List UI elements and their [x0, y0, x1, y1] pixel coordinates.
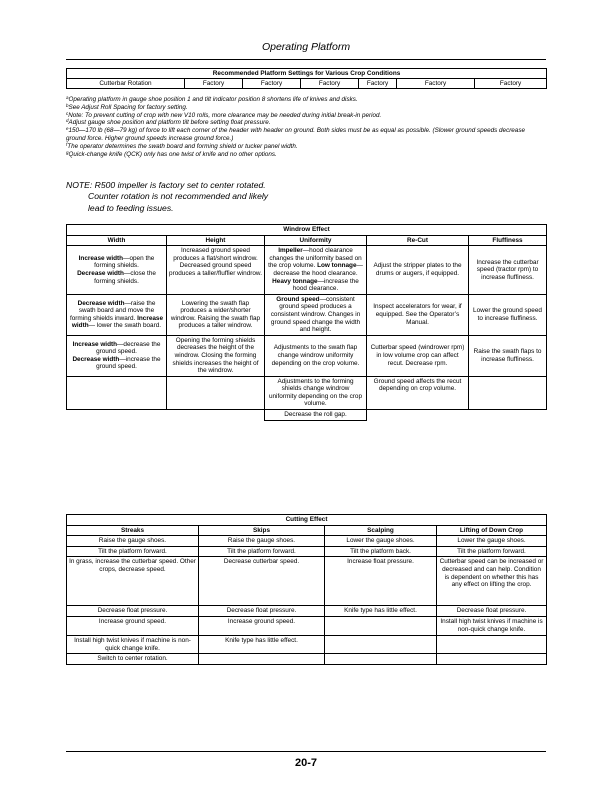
table-cell: Tilt the platform back.: [325, 546, 437, 557]
table-cell: Increased ground speed produces a flat/short windrow. Decreased ground speed produces a taller/fluffier windrow.: [167, 246, 265, 295]
table-cell: Lower the gauge shoes.: [325, 536, 437, 547]
table-cell: Install high twist knives if machine is non-quick change knife.: [437, 616, 547, 635]
table-cell: Raise the gauge shoes.: [199, 536, 325, 547]
table-cell: Adjustments to the swath flap change windrow uniformity depending on the crop volume.: [265, 335, 367, 376]
table-cell: Knife type has little effect.: [325, 606, 437, 617]
table-row: [67, 616, 547, 635]
table-cell: Raise the swath flaps to increase fluffiness.: [469, 335, 547, 376]
header-divider: [66, 59, 546, 60]
table-cell: Lowering the swath flap produces a wider/shorter windrow. Raising the swath flap produces a taller windrow.: [167, 294, 265, 335]
table-cell: Decrease width—raise the swath board and move the forming shields inward. Increase width— lower the swath board.: [67, 294, 167, 335]
table-cell: Ground speed—consistent ground speed produces a consistent windrow. Changes in ground speed change the width and height.: [265, 294, 367, 335]
table-cell: Adjustments to the forming shields change windrow uniformity depending on the crop volume.: [265, 376, 367, 409]
page-number: 20-7: [294, 757, 318, 769]
impeller-note: [66, 180, 366, 214]
page-header-title: Operating Platform: [261, 41, 351, 53]
table-cell: [367, 410, 469, 421]
column-header: Scalping: [325, 525, 437, 536]
footnote: $^a$Operating platform in gauge shoe position 1 and tilt indicator position 8 shortens life of knives and disks.: [66, 95, 358, 103]
table-cell: [67, 410, 167, 421]
table-cell: [167, 376, 265, 409]
table-cell: [199, 654, 325, 665]
table-cell: [469, 376, 547, 409]
table-cell: Decrease float pressure.: [67, 606, 199, 617]
table-cell: Increase the cutterbar speed (tractor rpm) to increase fluffiness.: [469, 246, 547, 295]
table-row: [67, 294, 547, 335]
cutting-table-title: Cutting Effect: [67, 515, 547, 526]
table-cell: Increase ground speed.: [199, 616, 325, 635]
table-cell: Increase width—decrease the ground speed. Decrease width—increase the ground speed.: [67, 335, 167, 376]
table-row: [67, 606, 547, 617]
table-cell: Cutterbar speed can be increased or decreased and can help. Condition is dependent on whether this has any effect on lifting the crop.: [437, 557, 547, 606]
table-cell: Increase ground speed.: [67, 616, 199, 635]
footnote: $^c$Note: To prevent cutting of crop with new V10 rolls, more clearance may be needed during initial break-in period.: [66, 110, 382, 119]
table-row: [67, 410, 547, 421]
column-header: Fluffiness: [469, 235, 547, 246]
windrow-effect-table: [66, 224, 547, 421]
table-cell: [67, 376, 167, 409]
cutting-effect-table: [66, 514, 547, 665]
note-line: Counter rotation is not recommended and likely: [88, 191, 269, 202]
table-cell: Cutterbar speed (windrower rpm) in low volume crop can affect recut. Decrease rpm.: [367, 335, 469, 376]
column-header: Streaks: [67, 525, 199, 536]
table-cell: [167, 410, 265, 421]
table-row: [67, 546, 547, 557]
table-cell: [325, 654, 437, 665]
table-cell: Tilt the platform forward.: [67, 546, 199, 557]
table-cell: Factory: [475, 79, 547, 89]
footnotes: [66, 96, 546, 158]
table-cell: Lower the gauge shoes.: [437, 536, 547, 547]
table-cell: In grass, increase the cutterbar speed. Other crops, decrease speed.: [67, 557, 199, 606]
column-header: Lifting of Down Crop: [437, 525, 547, 536]
column-header: Uniformity: [265, 235, 367, 246]
table-row: [67, 536, 547, 547]
table-cell: Adjust the stripper plates to the drums or augers, if equipped.: [367, 246, 469, 295]
table-cell: Factory: [243, 79, 301, 89]
footnote: $^b$See Adjust Roll Spacing for factory setting.: [66, 102, 188, 111]
column-header: Width: [67, 235, 167, 246]
table-cell: Knife type has little effect.: [199, 635, 325, 653]
table-row: [67, 654, 547, 665]
table-cell: [325, 635, 437, 653]
table-cell: Impeller—hood clearance changes the uniformity based on the crop volume. Low tonnage—decrease the hood clearance. Heavy tonnage—increase the hood clearance.: [265, 246, 367, 295]
table-row: [67, 246, 547, 295]
table-row: [67, 335, 547, 376]
table-cell: Decrease float pressure.: [199, 606, 325, 617]
table-cell: [437, 654, 547, 665]
column-header: Re-Cut: [367, 235, 469, 246]
table-cell: [325, 616, 437, 635]
table-cell: Factory: [397, 79, 475, 89]
column-header: Skips: [199, 525, 325, 536]
table-header-row: [67, 525, 547, 536]
table-cell: Install high twist knives if machine is non-quick change knife.: [67, 635, 199, 653]
note-line: NOTE: R500 impeller is factory set to center rotated.: [66, 180, 266, 190]
table-cell: Opening the forming shields decreases the height of the windrow. Closing the forming shields increases the height of the windrow.: [167, 335, 265, 376]
footer-divider: [66, 751, 546, 752]
table-cell: Decrease cutterbar speed.: [199, 557, 325, 606]
table-cell: [469, 410, 547, 421]
table-cell: Lower the ground speed to increase fluffiness.: [469, 294, 547, 335]
table-cell: Inspect accelerators for wear, if equipped. See the Operator’s Manual.: [367, 294, 469, 335]
table-row: [67, 557, 547, 606]
table-row: [67, 79, 547, 89]
footnote: $^g$Quick-change knife (QCK) only has one twist of knife and no other options.: [66, 149, 277, 158]
table-header-row: [67, 235, 547, 246]
table-cell: Switch to center rotation.: [67, 654, 199, 665]
recommended-table-title: Recommended Platform Settings for Various Crop Conditions: [67, 69, 547, 79]
windrow-table-title: Windrow Effect: [67, 225, 547, 236]
note-line: lead to feeding issues.: [88, 202, 174, 213]
table-row: [67, 635, 547, 653]
column-header: Height: [167, 235, 265, 246]
table-cell: Decrease the roll gap.: [265, 410, 367, 421]
row-label: Cutterbar Rotation: [67, 79, 185, 89]
table-cell: [437, 635, 547, 653]
table-cell: Ground speed affects the recut depending on crop volume.: [367, 376, 469, 409]
table-row: [67, 376, 547, 409]
table-cell: Increase width—open the forming shields. Decrease width—close the forming shields.: [67, 246, 167, 295]
table-cell: Factory: [185, 79, 243, 89]
footnote: $^d$Adjust gauge shoe position and platform tilt before setting float pressure.: [66, 118, 271, 127]
footnote: $^e$150—170 lb (68—79 kg) of force to lift each corner of the header with header on ground. Both sides must be as equal as possible. (Slower ground speeds decrease ground force. Higher ground speeds increase ground force.): [66, 126, 525, 142]
table-cell: Factory: [301, 79, 359, 89]
table-cell: Tilt the platform forward.: [437, 546, 547, 557]
table-cell: Raise the gauge shoes.: [67, 536, 199, 547]
table-cell: Decrease float pressure.: [437, 606, 547, 617]
table-cell: Increase float pressure.: [325, 557, 437, 606]
table-cell: Factory: [359, 79, 397, 89]
recommended-settings-table: [66, 68, 547, 89]
table-cell: Tilt the platform forward.: [199, 546, 325, 557]
footnote: $^f$The operator determines the swath board and forming shield or tucker panel width.: [66, 141, 298, 150]
